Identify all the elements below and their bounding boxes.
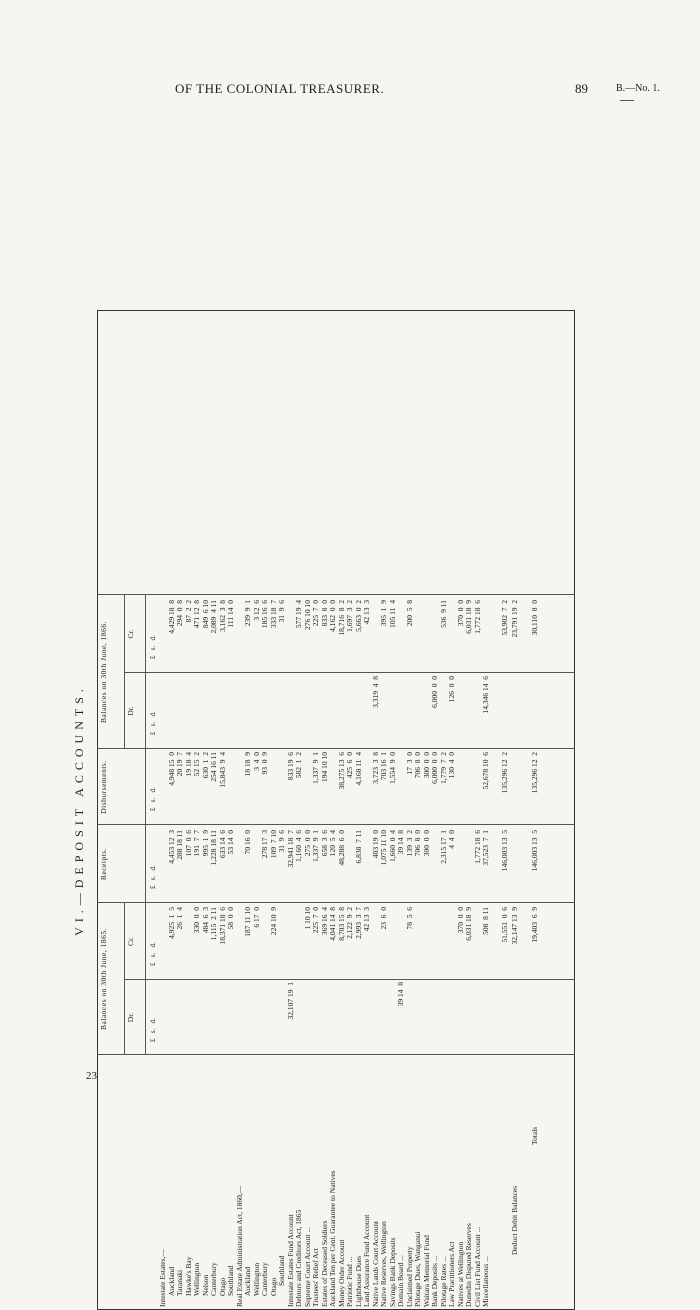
- cell-bal1866-cr: 471 12 8: [192, 600, 201, 629]
- cell-bal1865-cr: 23 6 0: [379, 907, 388, 930]
- account-label: Canterbury: [260, 1262, 269, 1296]
- cell-bal1865-cr: 58 0 0: [226, 907, 235, 930]
- table-row: [431, 310, 440, 1310]
- table-row: [491, 310, 501, 1310]
- header-rule: [124, 903, 125, 1055]
- cell-disbursements: 703 16 1: [379, 752, 388, 781]
- cell-bal1865-cr: 508 8 11: [481, 907, 490, 935]
- account-label: Otago: [268, 1277, 278, 1296]
- cell-bal1866-cr: 87 2 2: [183, 600, 193, 623]
- cell-receipts: 1,772 18 6: [472, 830, 482, 864]
- cell-receipts: 4 4 0: [447, 830, 456, 849]
- account-label: Real Estate Administration Act, 1860,—: [234, 1185, 244, 1307]
- table-row: [202, 310, 211, 1310]
- account-label: Law Practitioners Act: [447, 1241, 456, 1307]
- cell-receipts: 48,288 6 0: [336, 830, 346, 866]
- cell-bal1866-cr: 4,162 0 0: [328, 600, 337, 632]
- cell-disbursements: 130 4 0: [447, 752, 456, 779]
- table-row: [423, 310, 432, 1310]
- cell-disbursements: 135,296 12 2: [499, 752, 509, 794]
- cell-bal1865-cr: 2,993 3 7: [353, 907, 363, 939]
- cell-bal1866-cr: 42 13 3: [362, 600, 371, 625]
- header-rule: [124, 595, 125, 749]
- cell-receipts: 1,160 4 6: [294, 830, 303, 862]
- table-row: [176, 310, 185, 1310]
- account-label: Deduct Debit Balances: [509, 1185, 519, 1255]
- cell-bal1866-cr: 3,162 3 8: [217, 600, 227, 632]
- cell-bal1866-cr: 1,697 3 2: [345, 600, 354, 632]
- cell-receipts: 53 14 0: [226, 830, 235, 855]
- cell-bal1866-cr: 2,089 4 11: [209, 600, 218, 634]
- cell-disbursements: 19 18 4: [183, 752, 193, 777]
- cell-bal1866-cr: 53,902 7 2: [499, 600, 509, 636]
- account-label: Natives at Wellington: [455, 1241, 465, 1307]
- cell-receipts: 107 0 6: [183, 830, 193, 857]
- cell-receipts: 1,228 18 11: [209, 830, 218, 866]
- cell-disbursements: 833 19 6: [285, 752, 295, 781]
- cell-bal1865-cr: 484 6 3: [200, 907, 210, 934]
- cell-disbursements: 194 10 10: [319, 752, 329, 782]
- cell-receipts: 300 0 0: [421, 830, 431, 857]
- table-row: [338, 310, 347, 1310]
- header-balances-1866: Balances on 30th June, 1866.: [99, 621, 108, 723]
- header-dr-1866: Dr.: [126, 706, 135, 716]
- cell-bal1866-cr: 105 11 4: [387, 600, 397, 628]
- account-label: Money Order Account: [336, 1239, 346, 1307]
- cell-bal1866-cr: 4,429 18 8: [166, 600, 176, 634]
- account-label: Savings Bank Deposits: [387, 1237, 397, 1307]
- table-row: [261, 310, 270, 1310]
- cell-disbursements: 1,337 9 1: [311, 752, 320, 784]
- account-label: Civil List Fund Account ...: [472, 1226, 482, 1307]
- account-label: Wellington: [192, 1262, 201, 1296]
- table-row: [159, 310, 168, 1310]
- cell-bal1865-cr: 78 5 6: [404, 907, 414, 930]
- cell-disbursements: 300 0 0: [421, 752, 431, 779]
- table-row: [278, 310, 287, 1310]
- account-label: Lighthouse Dues: [353, 1255, 363, 1307]
- account-label: Nelson: [200, 1274, 210, 1296]
- table-row: [372, 310, 381, 1310]
- units-label: £ s. d.: [149, 711, 157, 735]
- cell-bal1865-cr: 370 0 0: [455, 907, 465, 934]
- table-body: [159, 310, 541, 1310]
- account-label: Pilotage Dues, Wanganui: [413, 1231, 422, 1307]
- cell-receipts: 4,453 12 3: [166, 830, 176, 864]
- cell-receipts: 39 14 8: [396, 830, 405, 855]
- cell-bal1866-dr: 6,000 0 0: [430, 676, 439, 708]
- cell-bal1866-cr: 395 1 9: [379, 600, 388, 627]
- account-label: Supreme Court Account ...: [302, 1227, 312, 1307]
- account-label: Unclaimed Property: [404, 1246, 414, 1307]
- cell-bal1866-dr: 14,346 14 6: [481, 676, 490, 714]
- cell-receipts: 278 17 3: [260, 830, 269, 859]
- cell-bal1866-dr: 3,319 4 8: [370, 676, 380, 708]
- account-label: Totals: [529, 1126, 539, 1145]
- header-balances-1865: Balances on 30th June, 1865.: [99, 928, 108, 1030]
- account-label: Native Reserves, Wellington: [379, 1221, 388, 1307]
- cell-bal1865-cr: 187 11 10: [243, 907, 252, 937]
- account-label: Southland: [226, 1265, 235, 1296]
- account-label: Taranaki: [175, 1269, 184, 1296]
- cell-bal1866-cr: 333 18 7: [268, 600, 278, 629]
- cell-receipts: 1,660 0 4: [387, 830, 397, 862]
- table-row: [227, 310, 236, 1310]
- cell-bal1866-cr: 6,031 18 9: [464, 600, 473, 634]
- account-label: Wellington: [251, 1262, 261, 1296]
- cell-bal1866-cr: 536 9 11: [438, 600, 448, 628]
- cell-disbursements: 52 15 2: [192, 752, 201, 777]
- cell-receipts: 120 5 4: [328, 830, 337, 857]
- cell-bal1865-cr: 4,041 14 8: [328, 907, 337, 941]
- cell-bal1866-cr: 5,663 0 2: [353, 600, 363, 632]
- table-row: [474, 310, 483, 1310]
- cell-bal1865-cr: 51,551 0 6: [499, 907, 509, 943]
- deposit-accounts-table: [72, 310, 575, 1310]
- cell-disbursements: 38,275 13 6: [336, 752, 346, 790]
- cell-disbursements: 20 19 7: [175, 752, 184, 777]
- cell-disbursements: 17 3 0: [404, 752, 414, 775]
- cell-bal1865-cr: 19,403 6 9: [529, 907, 539, 943]
- cell-disbursements: 18 18 9: [243, 752, 252, 777]
- cell-bal1866-cr: 200 5 8: [404, 600, 414, 627]
- cell-bal1866-cr: 31 9 6: [277, 600, 286, 623]
- cell-bal1866-cr: 294 0 8: [175, 600, 184, 627]
- cell-bal1865-cr: 1 10 10: [302, 907, 312, 930]
- cell-disbursements: 6,000 0 0: [430, 752, 439, 784]
- cell-disbursements: 93 0 9: [260, 752, 269, 775]
- cell-disbursements: 4,168 11 4: [353, 752, 363, 786]
- cell-bal1865-cr: 4,925 1 5: [166, 907, 176, 939]
- cell-receipts: 139 3 2: [404, 830, 414, 857]
- header-dr-1865: Dr.: [126, 1012, 135, 1023]
- cell-bal1866-cr: 833 8 0: [319, 600, 329, 627]
- table-row: [511, 310, 521, 1310]
- header-cr-1866: Cr.: [126, 629, 135, 639]
- cell-bal1865-cr: 2,122 9 2: [345, 907, 354, 939]
- table-row: [312, 310, 321, 1310]
- account-label: Pilotage Rates ...: [438, 1256, 448, 1307]
- units-label: £ s. d.: [149, 865, 157, 889]
- cell-bal1865-cr: 18,371 18 6: [217, 907, 227, 945]
- account-label: Debtors and Creditors Act, 1865: [294, 1209, 303, 1307]
- account-label: Southland: [277, 1255, 286, 1286]
- header-rule: [145, 595, 146, 1055]
- header-rule: [620, 100, 634, 101]
- table-row: [406, 310, 415, 1310]
- cell-disbursements: 135,296 12 2: [529, 752, 539, 794]
- cell-receipts: 191 7 7: [192, 830, 201, 857]
- cell-bal1865-cr: 6,031 18 9: [464, 907, 473, 941]
- cell-disbursements: 706 8 0: [413, 752, 422, 779]
- account-label: Auckland Ten per Cent. Guarantee to Natives: [328, 1170, 337, 1307]
- account-label: Waitara Memorial Fund: [421, 1235, 431, 1307]
- cell-bal1866-dr: 126 0 0: [447, 676, 456, 703]
- table-row: [253, 310, 262, 1310]
- document-reference: B.—No. 1.: [616, 83, 660, 94]
- table-row: [355, 310, 364, 1310]
- account-label: Intestate Estates,—: [158, 1249, 167, 1307]
- cell-bal1866-cr: 225 7 0: [311, 600, 320, 627]
- header-receipts: Receipts.: [99, 847, 108, 881]
- account-label: Auckland: [166, 1266, 176, 1296]
- table-row: [440, 310, 449, 1310]
- cell-receipts: 288 18 11: [175, 830, 184, 860]
- cell-bal1866-cr: 111 14 0: [226, 600, 235, 628]
- cell-receipts: 275 0 0: [302, 830, 312, 857]
- header-disbursements: Disbursements.: [99, 760, 108, 814]
- table-row: [521, 310, 531, 1310]
- cell-receipts: 403 19 0: [370, 830, 380, 859]
- table-row: [210, 310, 219, 1310]
- account-label: Hawke's Bay: [183, 1256, 193, 1296]
- account-label: Domain Board ...: [396, 1255, 405, 1307]
- account-label: Auckland: [243, 1266, 252, 1296]
- table-row: [482, 310, 491, 1310]
- cell-receipts: 2,315 17 1: [438, 830, 448, 864]
- table-row: [295, 310, 304, 1310]
- table-row: [304, 310, 313, 1310]
- cell-disbursements: 4,948 15 0: [166, 752, 176, 786]
- table-row: [185, 310, 194, 1310]
- table-row: [346, 310, 355, 1310]
- account-label: Intestate Estates Fund Account: [285, 1214, 295, 1307]
- cell-disbursements: 1,554 9 0: [387, 752, 397, 784]
- cell-disbursements: 15,843 9 4: [217, 752, 227, 788]
- cell-disbursements: 52,678 10 6: [481, 752, 490, 790]
- cell-receipts: 658 3 6: [319, 830, 329, 857]
- cell-disbursements: 3,723 3 8: [370, 752, 380, 784]
- cell-bal1865-dr: 32,107 19 1: [285, 982, 295, 1020]
- table-row: [389, 310, 398, 1310]
- cell-receipts: 146,003 13 5: [529, 830, 539, 872]
- account-label: Native Lands Court Account: [370, 1220, 380, 1307]
- units-label: £ s. d.: [149, 635, 157, 659]
- cell-receipts: 995 1 9: [200, 830, 210, 857]
- cell-disbursements: 3 4 0: [251, 752, 261, 771]
- cell-bal1866-cr: 3 12 6: [251, 600, 261, 621]
- table-row: [414, 310, 423, 1310]
- account-label: Miscellaneous ...: [481, 1256, 490, 1307]
- table-row: [329, 310, 338, 1310]
- cell-receipts: 146,003 13 5: [499, 830, 509, 872]
- account-label: Estates of Deceased Soldiers: [319, 1220, 329, 1307]
- account-label: Patriotic Fund ...: [345, 1256, 354, 1307]
- table-row: [501, 310, 511, 1310]
- cell-disbursements: 1,779 7 2: [438, 752, 448, 784]
- cell-bal1866-cr: 239 9 1: [243, 600, 252, 627]
- cell-receipts: 1,337 9 1: [311, 830, 320, 862]
- cell-bal1865-cr: 224 10 9: [268, 907, 278, 936]
- cell-bal1865-cr: 369 16 4: [319, 907, 329, 936]
- account-label: Otago: [217, 1277, 227, 1296]
- cell-bal1866-cr: 18,716 8 2: [336, 600, 346, 636]
- cell-disbursements: 254 16 11: [209, 752, 218, 782]
- cell-bal1866-cr: 577 19 4: [294, 600, 303, 629]
- cell-receipts: 633 14 6: [217, 830, 227, 859]
- table-row: [244, 310, 253, 1310]
- table-row: [287, 310, 296, 1310]
- cell-bal1865-cr: 6 17 0: [251, 907, 261, 928]
- cell-receipts: 31 9 6: [277, 830, 286, 853]
- cell-bal1866-cr: 276 10 10: [302, 600, 312, 630]
- cell-bal1866-cr: 23,791 19 2: [509, 600, 519, 638]
- account-label: Bank Deposits ...: [430, 1255, 439, 1307]
- cell-bal1866-cr: 30,110 8 0: [529, 600, 539, 636]
- cell-bal1866-cr: 1,772 18 6: [472, 600, 482, 634]
- cell-bal1865-cr: 26 1 4: [175, 907, 184, 930]
- cell-receipts: 706 8 0: [413, 830, 422, 857]
- page-number-footer: 23: [86, 1070, 97, 1082]
- account-label: Dunedin Disputed Reserves: [464, 1223, 473, 1307]
- cell-receipts: 70 16 0: [243, 830, 252, 855]
- table-row: [531, 310, 541, 1310]
- cell-bal1865-cr: 42 13 3: [362, 907, 371, 932]
- section-title: VI.—DEPOSIT ACCOUNTS.: [72, 684, 86, 936]
- table-row: [397, 310, 406, 1310]
- table-row: [219, 310, 228, 1310]
- table-row: [465, 310, 474, 1310]
- account-label: Land Assurance Fund Account: [362, 1214, 371, 1307]
- units-label: £ s. d.: [149, 942, 157, 966]
- table-row: [236, 310, 245, 1310]
- cell-disbursements: 582 1 2: [294, 752, 303, 779]
- cell-receipts: 32,941 18 7: [285, 830, 295, 868]
- table-row: [168, 310, 177, 1310]
- cell-receipts: 1,075 11 10: [379, 830, 388, 866]
- cell-bal1865-cr: 8,703 15 8: [336, 907, 346, 941]
- cell-disbursements: 425 6 0: [345, 752, 354, 779]
- page-number-header: 89: [575, 81, 588, 96]
- cell-receipts: 6,838 7 11: [353, 830, 363, 864]
- cell-bal1866-cr: 370 0 0: [455, 600, 465, 627]
- header-cr-1865: Cr.: [126, 937, 135, 946]
- table-row: [193, 310, 202, 1310]
- units-label: £ s. d.: [149, 787, 157, 811]
- cell-bal1865-cr: 225 7 0: [311, 907, 320, 934]
- table-row: [321, 310, 330, 1310]
- account-label: Canterbury: [209, 1262, 218, 1296]
- units-label: £ s. d.: [149, 1018, 157, 1042]
- cell-bal1865-cr: 1,115 2 11: [209, 907, 218, 941]
- cell-receipts: 37,523 7 1: [481, 830, 490, 866]
- cell-disbursements: 630 1 2: [200, 752, 210, 779]
- table-row: [448, 310, 457, 1310]
- running-title: OF THE COLONIAL TREASURER.: [175, 81, 385, 96]
- cell-bal1865-cr: 32,147 13 9: [509, 907, 519, 945]
- table-row: [380, 310, 389, 1310]
- table-row: [457, 310, 466, 1310]
- table-row: [363, 310, 372, 1310]
- table-row: [270, 310, 279, 1310]
- cell-bal1865-dr: 39 14 8: [396, 982, 405, 1007]
- cell-receipts: 109 7 10: [268, 830, 278, 859]
- cell-bal1866-cr: 849 6 10: [200, 600, 210, 629]
- cell-bal1865-cr: 330 0 0: [192, 907, 201, 934]
- cell-bal1866-cr: 185 16 6: [260, 600, 269, 629]
- account-label: Trustees' Relief Act: [311, 1248, 320, 1307]
